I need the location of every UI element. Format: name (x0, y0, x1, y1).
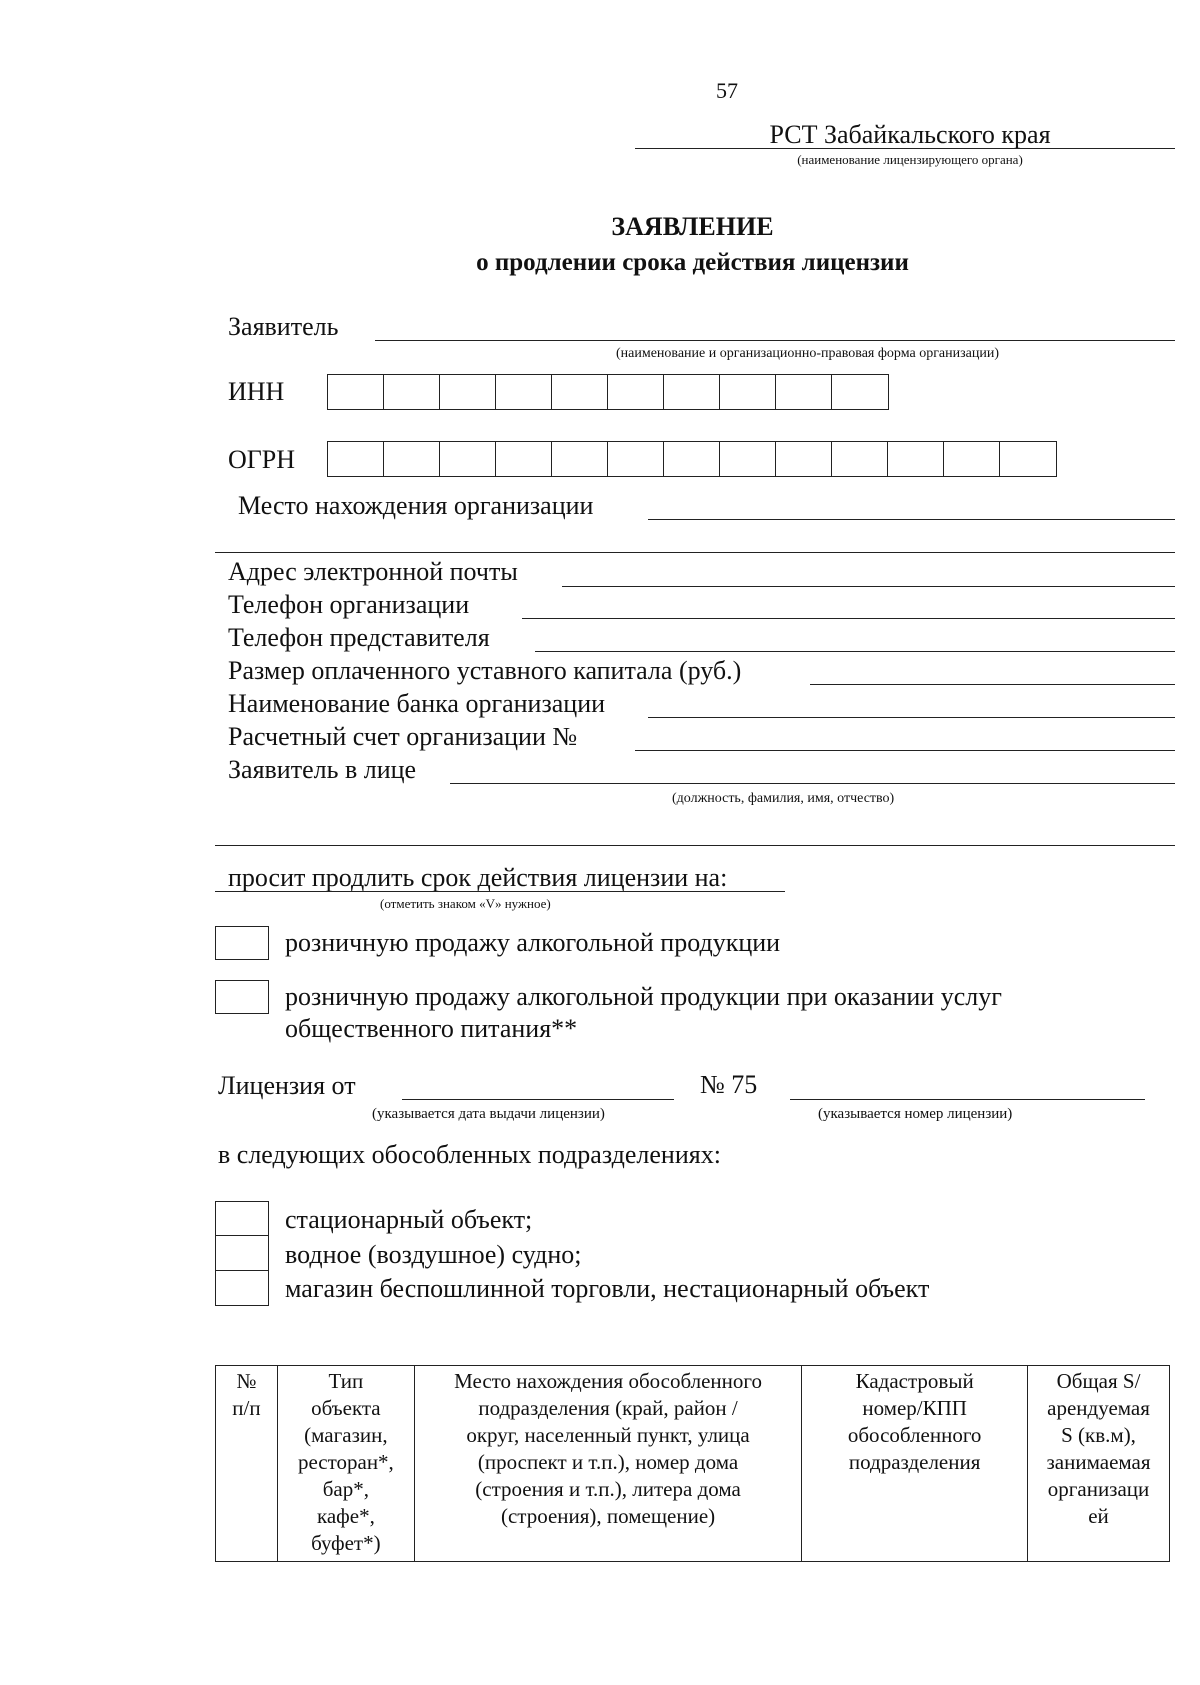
location-field-line2[interactable] (215, 552, 1175, 553)
option2-checkbox[interactable] (215, 980, 269, 1014)
document-title: ЗАЯВЛЕНИЕ (611, 212, 774, 241)
inn-cells[interactable] (327, 374, 889, 410)
subdivision-checkbox-1[interactable] (216, 1202, 268, 1236)
inn-cell[interactable] (384, 375, 440, 409)
inn-cell[interactable] (328, 375, 384, 409)
applicant-label: Заявитель (228, 312, 339, 341)
subdivision-checkbox-group (215, 1201, 269, 1306)
applicant-field[interactable] (375, 340, 1175, 341)
table-header-number: № п/п (216, 1366, 278, 1562)
license-label: Лицензия от (218, 1071, 356, 1100)
ogrn-cell[interactable] (832, 442, 888, 476)
subdivisions-table (215, 1365, 1170, 1562)
table-header-cadastral: Кадастровый номер/КПП обособленного подразделения (802, 1366, 1028, 1562)
subdivision-item-1: стационарный объект; (285, 1205, 533, 1234)
capital-label: Размер оплаченного уставного капитала (руб.) (228, 656, 742, 685)
ogrn-cell[interactable] (440, 442, 496, 476)
inn-label: ИНН (228, 377, 285, 406)
authority-underline (635, 148, 1175, 149)
account-label: Расчетный счет организации № (228, 722, 578, 751)
inn-cell[interactable] (664, 375, 720, 409)
inn-cell[interactable] (720, 375, 776, 409)
account-field[interactable] (635, 750, 1175, 751)
rep-phone-label: Телефон представителя (228, 623, 490, 652)
subdivision-item-3: магазин беспошлинной торговли, нестационарный объект (285, 1274, 930, 1303)
bank-label: Наименование банка организации (228, 689, 606, 718)
request-caption: (отметить знаком «V» нужное) (380, 896, 551, 911)
ogrn-cell[interactable] (384, 442, 440, 476)
table-header-location: Место нахождения обособленного подразделения (край, район / округ, населенный пункт, улица (проспект и т.п.), номер дома (строения и т.п.), литера дома (строения), помещение) (414, 1366, 801, 1562)
inn-cell[interactable] (440, 375, 496, 409)
inn-cell[interactable] (776, 375, 832, 409)
represented-field-line2[interactable] (215, 845, 1175, 846)
inn-cell[interactable] (832, 375, 888, 409)
table-header-row (216, 1366, 1170, 1562)
table-header-type: Тип объекта (магазин, ресторан*, бар*, кафе*, буфет*) (277, 1366, 414, 1562)
table-header-area: Общая S/ арендуемая S (кв.м), занимаемая организаци ей (1028, 1366, 1170, 1562)
ogrn-cell[interactable] (328, 442, 384, 476)
authority-name: РСТ Забайкальского края (769, 120, 1051, 149)
ogrn-cell[interactable] (944, 442, 1000, 476)
ogrn-cell[interactable] (1000, 442, 1056, 476)
ogrn-cell[interactable] (552, 442, 608, 476)
ogrn-cell[interactable] (776, 442, 832, 476)
ogrn-cell[interactable] (720, 442, 776, 476)
location-field[interactable] (648, 519, 1175, 520)
license-date-field[interactable] (402, 1099, 674, 1100)
rep-phone-field[interactable] (535, 651, 1175, 652)
inn-cell[interactable] (552, 375, 608, 409)
ogrn-cells[interactable] (327, 441, 1057, 477)
ogrn-cell[interactable] (888, 442, 944, 476)
subdivision-checkbox-2[interactable] (216, 1236, 268, 1271)
license-number-prefix: № 75 (700, 1070, 758, 1099)
capital-field[interactable] (810, 684, 1175, 685)
org-phone-label: Телефон организации (228, 590, 470, 619)
license-number-caption: (указывается номер лицензии) (818, 1106, 1013, 1122)
authority-caption: (наименование лицензирующего органа) (797, 152, 1023, 167)
represented-field[interactable] (450, 783, 1175, 784)
applicant-caption: (наименование и организационно-правовая форма организации) (615, 346, 1000, 361)
request-underline (215, 891, 785, 892)
license-date-caption: (указывается дата выдачи лицензии) (372, 1106, 605, 1122)
option1-label: розничную продажу алкогольной продукции (285, 928, 781, 957)
option2-label-line1: розничную продажу алкогольной продукции при оказании услуг (285, 982, 1002, 1011)
org-phone-field[interactable] (522, 618, 1175, 619)
bank-field[interactable] (648, 717, 1175, 718)
license-number-field[interactable] (790, 1099, 1145, 1100)
ogrn-label: ОГРН (228, 445, 296, 474)
document-subtitle: о продлении срока действия лицензии (476, 249, 909, 276)
email-field[interactable] (562, 586, 1175, 587)
location-label: Место нахождения организации (238, 491, 594, 520)
subdivisions-text: в следующих обособленных подразделениях: (218, 1140, 721, 1169)
request-text: просит продлить срок действия лицензии на: (228, 863, 728, 892)
subdivision-item-2: водное (воздушное) судно; (285, 1240, 582, 1269)
option2-label-line2: общественного питания** (285, 1014, 578, 1043)
represented-caption: (должность, фамилия, имя, отчество) (672, 791, 895, 806)
page-number: 57 (716, 78, 738, 103)
inn-cell[interactable] (608, 375, 664, 409)
ogrn-cell[interactable] (496, 442, 552, 476)
inn-cell[interactable] (496, 375, 552, 409)
email-label: Адрес электронной почты (228, 557, 518, 586)
subdivision-checkbox-3[interactable] (216, 1271, 268, 1304)
ogrn-cell[interactable] (608, 442, 664, 476)
represented-label: Заявитель в лице (228, 755, 417, 784)
option1-checkbox[interactable] (215, 926, 269, 960)
ogrn-cell[interactable] (664, 442, 720, 476)
